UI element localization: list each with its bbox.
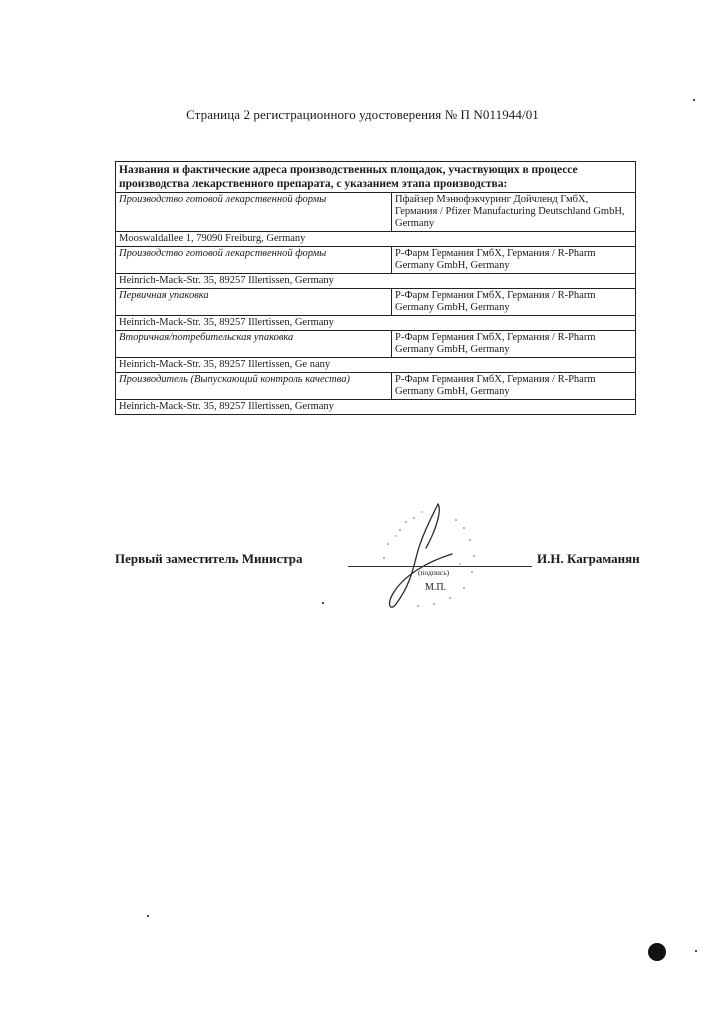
organization-name: Р-Фарм Германия ГмбХ, Германия / R-Pharm Germany GmbH, Germany bbox=[392, 373, 636, 400]
production-stage: Вторичная/потребительская упаковка bbox=[116, 331, 392, 358]
scan-speck bbox=[695, 950, 697, 952]
organization-name: Р-Фарм Германия ГмбХ, Германия / R-Pharm Germany GmbH, Germany bbox=[392, 247, 636, 274]
table-row bbox=[116, 373, 636, 400]
signature-line bbox=[348, 566, 532, 567]
table-row bbox=[116, 193, 636, 232]
table-heading-row bbox=[116, 162, 636, 193]
site-address: Mooswaldallee 1, 79090 Freiburg, Germany bbox=[116, 232, 636, 247]
table-row bbox=[116, 400, 636, 415]
production-sites-table bbox=[115, 161, 636, 415]
organization-name: Р-Фарм Германия ГмбХ, Германия / R-Pharm Germany GmbH, Germany bbox=[392, 289, 636, 316]
organization-name: Пфайзер Мэнюфэкчуринг Дойчленд ГмбХ, Германия / Pfizer Manufacturing Deutschland GmbH, Germany bbox=[392, 193, 636, 232]
signatory-position: Первый заместитель Министра bbox=[115, 551, 303, 566]
table-row bbox=[116, 316, 636, 331]
site-address: Heinrich-Mack-Str. 35, 89257 Illertissen, Germany bbox=[116, 316, 636, 331]
site-address: Heinrich-Mack-Str. 35, 89257 Illertissen, Germany bbox=[116, 274, 636, 289]
table-row bbox=[116, 289, 636, 316]
organization-name: Р-Фарм Германия ГмбХ, Германия / R-Pharm Germany GmbH, Germany bbox=[392, 331, 636, 358]
scan-speck bbox=[147, 915, 149, 917]
table-row bbox=[116, 331, 636, 358]
production-stage: Первичная упаковка bbox=[116, 289, 392, 316]
table-row bbox=[116, 247, 636, 274]
scan-speck bbox=[693, 99, 695, 101]
production-stage: Производство готовой лекарственной формы bbox=[116, 193, 392, 232]
table-row bbox=[116, 232, 636, 247]
site-address: Heinrich-Mack-Str. 35, 89257 Illertissen, Ge nany bbox=[116, 358, 636, 373]
scan-speck bbox=[322, 602, 324, 604]
stamp-label: М.П. bbox=[425, 582, 447, 593]
table-row bbox=[116, 358, 636, 373]
production-stage: Производитель (Выпускающий контроль качества) bbox=[116, 373, 392, 400]
table-row bbox=[116, 274, 636, 289]
scan-mark-dot bbox=[648, 943, 666, 961]
signatory-name: И.Н. Каграманян bbox=[537, 551, 640, 566]
table-heading: Названия и фактические адреса производственных площадок, участвующих в процессе производства лекарственного препарата, с указанием этапа производства: bbox=[116, 162, 636, 193]
handwritten-signature bbox=[360, 500, 500, 620]
site-address: Heinrich-Mack-Str. 35, 89257 Illertissen, Germany bbox=[116, 400, 636, 415]
page-header: Страница 2 регистрационного удостоверения № П N011944/01 bbox=[186, 107, 539, 122]
production-stage: Производство готовой лекарственной формы bbox=[116, 247, 392, 274]
signature-caption: (подпись) bbox=[418, 568, 450, 577]
